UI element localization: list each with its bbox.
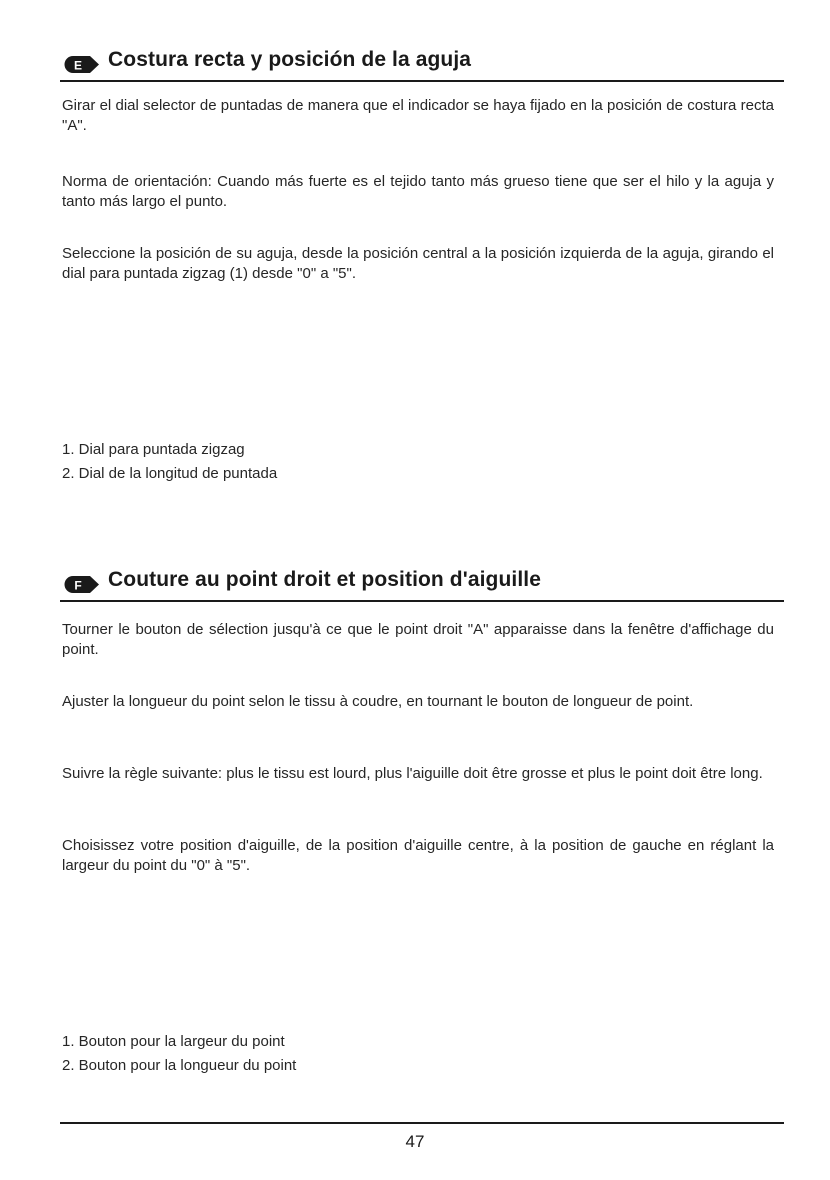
page-number: 47	[405, 1132, 425, 1151]
list-item: 1. Dial para puntada zigzag	[62, 441, 245, 458]
legend-list	[62, 438, 277, 486]
paragraph: Norma de orientación: Cuando más fuerte es el tejido tanto más grueso tiene que ser el hilo y la aguja y tanto más largo el punto.	[62, 173, 774, 210]
paragraph: Girar el dial selector de puntadas de manera que el indicador se haya fijado en la posición de costura recta "A".	[62, 97, 774, 134]
paragraph: Suivre la règle suivante: plus le tissu est lourd, plus l'aiguille doit être grosse et plus le point doit être long.	[62, 765, 763, 782]
language-badge-letter: E	[73, 58, 83, 73]
section-title: Costura recta y posición de la aguja	[108, 48, 472, 71]
paragraph: Seleccione la posición de su aguja, desde la posición central a la posición izquierda de la aguja, girando el dial para puntada zigzag (1) desde "0" a "5".	[62, 245, 774, 282]
language-badge-icon	[64, 575, 100, 594]
paragraph: Tourner le bouton de sélection jusqu'à ce que le point droit "A" apparaisse dans la fenêtre d'affichage du point.	[62, 621, 774, 658]
paragraph: Choisissez votre position d'aiguille, de la position d'aiguille centre, à la position de gauche en réglant la largeur du point du "0" à "5".	[62, 837, 774, 874]
paragraph: Ajuster la longueur du point selon le tissu à coudre, en tournant le bouton de longueur de point.	[62, 693, 694, 710]
section-heading-french	[60, 566, 784, 602]
language-badge-letter: F	[74, 578, 82, 593]
language-badge-icon	[64, 55, 100, 74]
list-item: 2. Dial de la longitud de puntada	[62, 465, 278, 482]
section-title: Couture au point droit et position d'aiguille	[108, 568, 541, 591]
legend-list	[62, 1030, 296, 1078]
list-item: 2. Bouton pour la longueur du point	[62, 1057, 297, 1074]
list-item: 1. Bouton pour la largeur du point	[62, 1033, 285, 1050]
section-heading-spanish	[60, 46, 784, 82]
footer-divider	[60, 1122, 784, 1124]
